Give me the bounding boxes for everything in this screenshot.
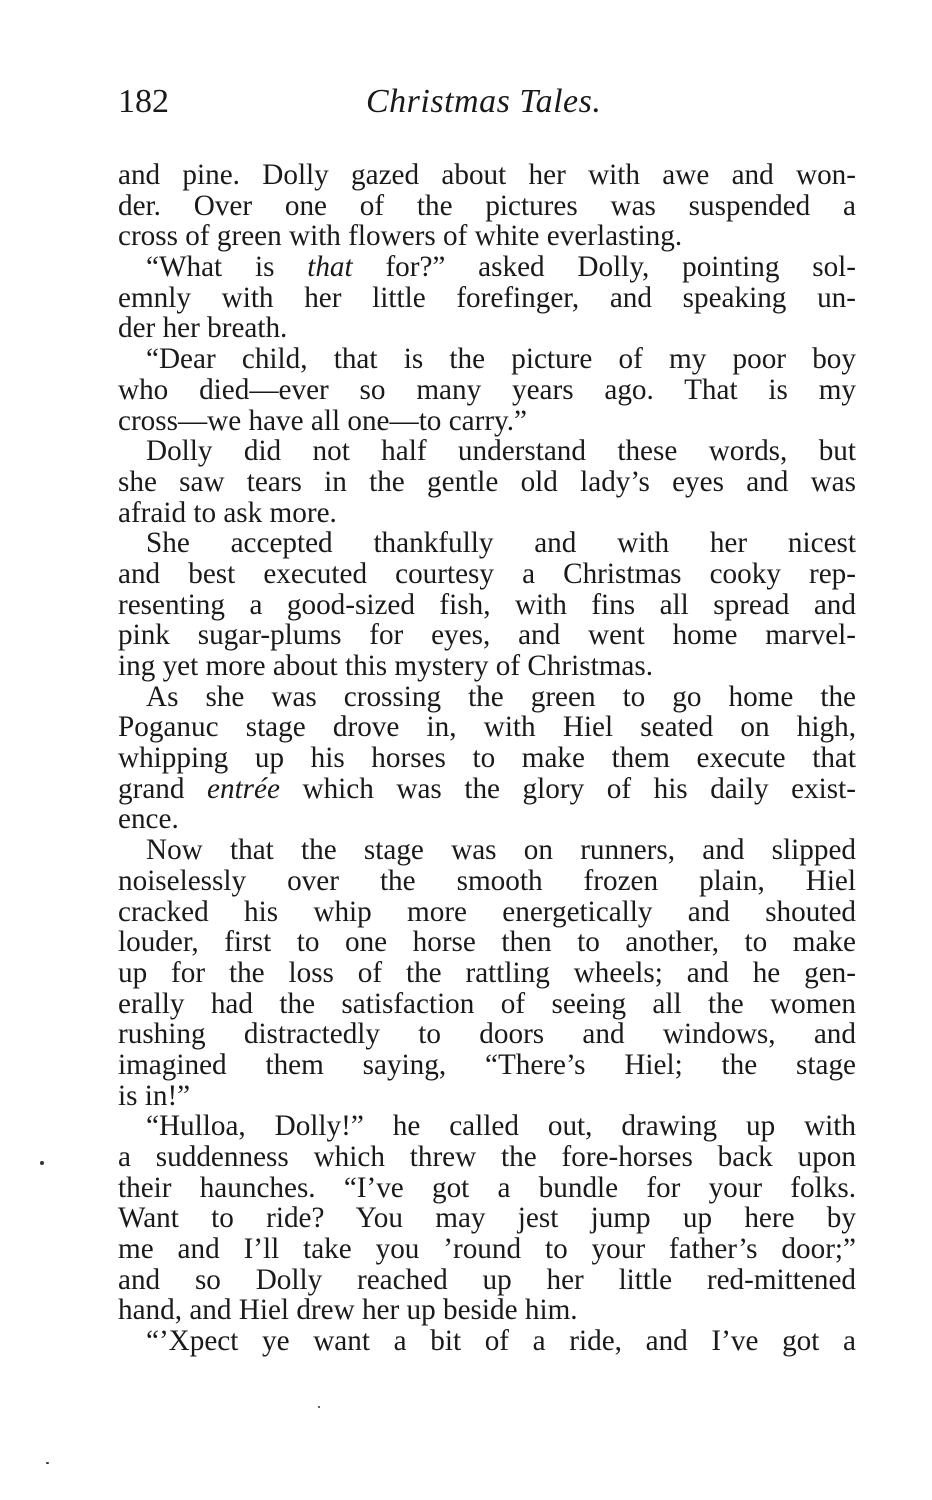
text-line: ence. xyxy=(118,803,179,836)
text-line: erally had the satisfaction of seeing all the women xyxy=(118,987,856,1020)
text-line: imagined them saying, “There’s Hiel; the stage xyxy=(118,1048,856,1081)
text-line xyxy=(118,252,856,283)
text-line: up for the loss of the rattling wheels; and he gen- xyxy=(118,956,856,989)
text-line: and best executed courtesy a Christmas cooky rep- xyxy=(118,557,856,590)
text-line: der. Over one of the pictures was suspended a xyxy=(118,189,856,222)
text-line: Now that the stage was on runners, and slipped xyxy=(146,834,856,867)
text-line: a suddenness which threw the fore-horses back upon xyxy=(118,1141,856,1173)
text-line: and so Dolly reached up her little red-mittened xyxy=(118,1263,856,1296)
text-line: noiselessly over the smooth frozen plain, Hiel xyxy=(118,864,856,897)
text-line: She accepted thankfully and with her nicest xyxy=(146,527,856,560)
page-header xyxy=(118,82,858,132)
text-line: cross of green with flowers of white everlasting. xyxy=(118,220,683,253)
text-line: me and I’ll take you ’round to your father’s door;” xyxy=(118,1233,856,1266)
text-line: she saw tears in the gentle old lady’s eyes and was xyxy=(118,465,856,498)
ink-speck xyxy=(318,1406,320,1408)
ink-speck xyxy=(46,1462,49,1464)
text-segment: grand xyxy=(118,772,208,805)
text-line: Dolly did not half understand these words, but xyxy=(146,435,856,468)
text-line: resenting a good-sized fish, with fins all spread and xyxy=(118,588,856,621)
text-line: emnly with her little forefinger, and speaking un- xyxy=(118,281,856,314)
text-line: whipping up his horses to make them execute that xyxy=(118,742,856,775)
text-line: der her breath. xyxy=(118,312,288,345)
body-text xyxy=(118,160,856,1357)
text-line: “Dear child, that is the picture of my poor boy xyxy=(146,343,856,376)
text-line: who died—ever so many years ago. That is my xyxy=(118,373,856,406)
text-line: hand, and Hiel drew her up beside him. xyxy=(118,1294,578,1327)
text-line xyxy=(118,774,856,805)
text-segment: for?” asked Dolly, pointing sol- xyxy=(352,251,856,284)
text-line: As she was crossing the green to go home the xyxy=(146,680,856,713)
text-line: afraid to ask more. xyxy=(118,496,337,529)
text-line: cracked his whip more energetically and shouted xyxy=(118,895,856,928)
page-number: 182 xyxy=(118,83,169,120)
text-line: their haunches. “I’ve got a bundle for your folks. xyxy=(118,1171,856,1204)
text-line: and pine. Dolly gazed about her with awe and won- xyxy=(118,159,856,191)
text-line: ing yet more about this mystery of Christmas. xyxy=(118,650,654,682)
text-line: pink sugar-plums for eyes, and went home marvel- xyxy=(118,619,856,652)
text-segment: which was the glory of his daily exist- xyxy=(279,772,856,805)
text-line: Poganuc stage drove in, with Hiel seated on high, xyxy=(118,711,856,744)
text-line: louder, first to one horse then to another, to make xyxy=(118,926,856,959)
ink-speck xyxy=(40,1161,44,1165)
text-line: cross—we have all one—to carry.” xyxy=(118,404,527,437)
running-title: Christmas Tales. xyxy=(366,83,602,120)
text-line: “’Xpect ye want a bit of a ride, and I’ve got a xyxy=(146,1325,856,1358)
text-line: “Hulloa, Dolly!” he called out, drawing up with xyxy=(146,1110,856,1143)
text-line: rushing distractedly to doors and windows, and xyxy=(118,1018,856,1051)
text-line: is in!” xyxy=(118,1079,191,1112)
text-line: Want to ride? You may jest jump up here by xyxy=(118,1202,856,1235)
italic-word: that xyxy=(307,251,353,284)
text-segment: “What is xyxy=(146,251,308,284)
italic-word: entrée xyxy=(207,772,280,805)
